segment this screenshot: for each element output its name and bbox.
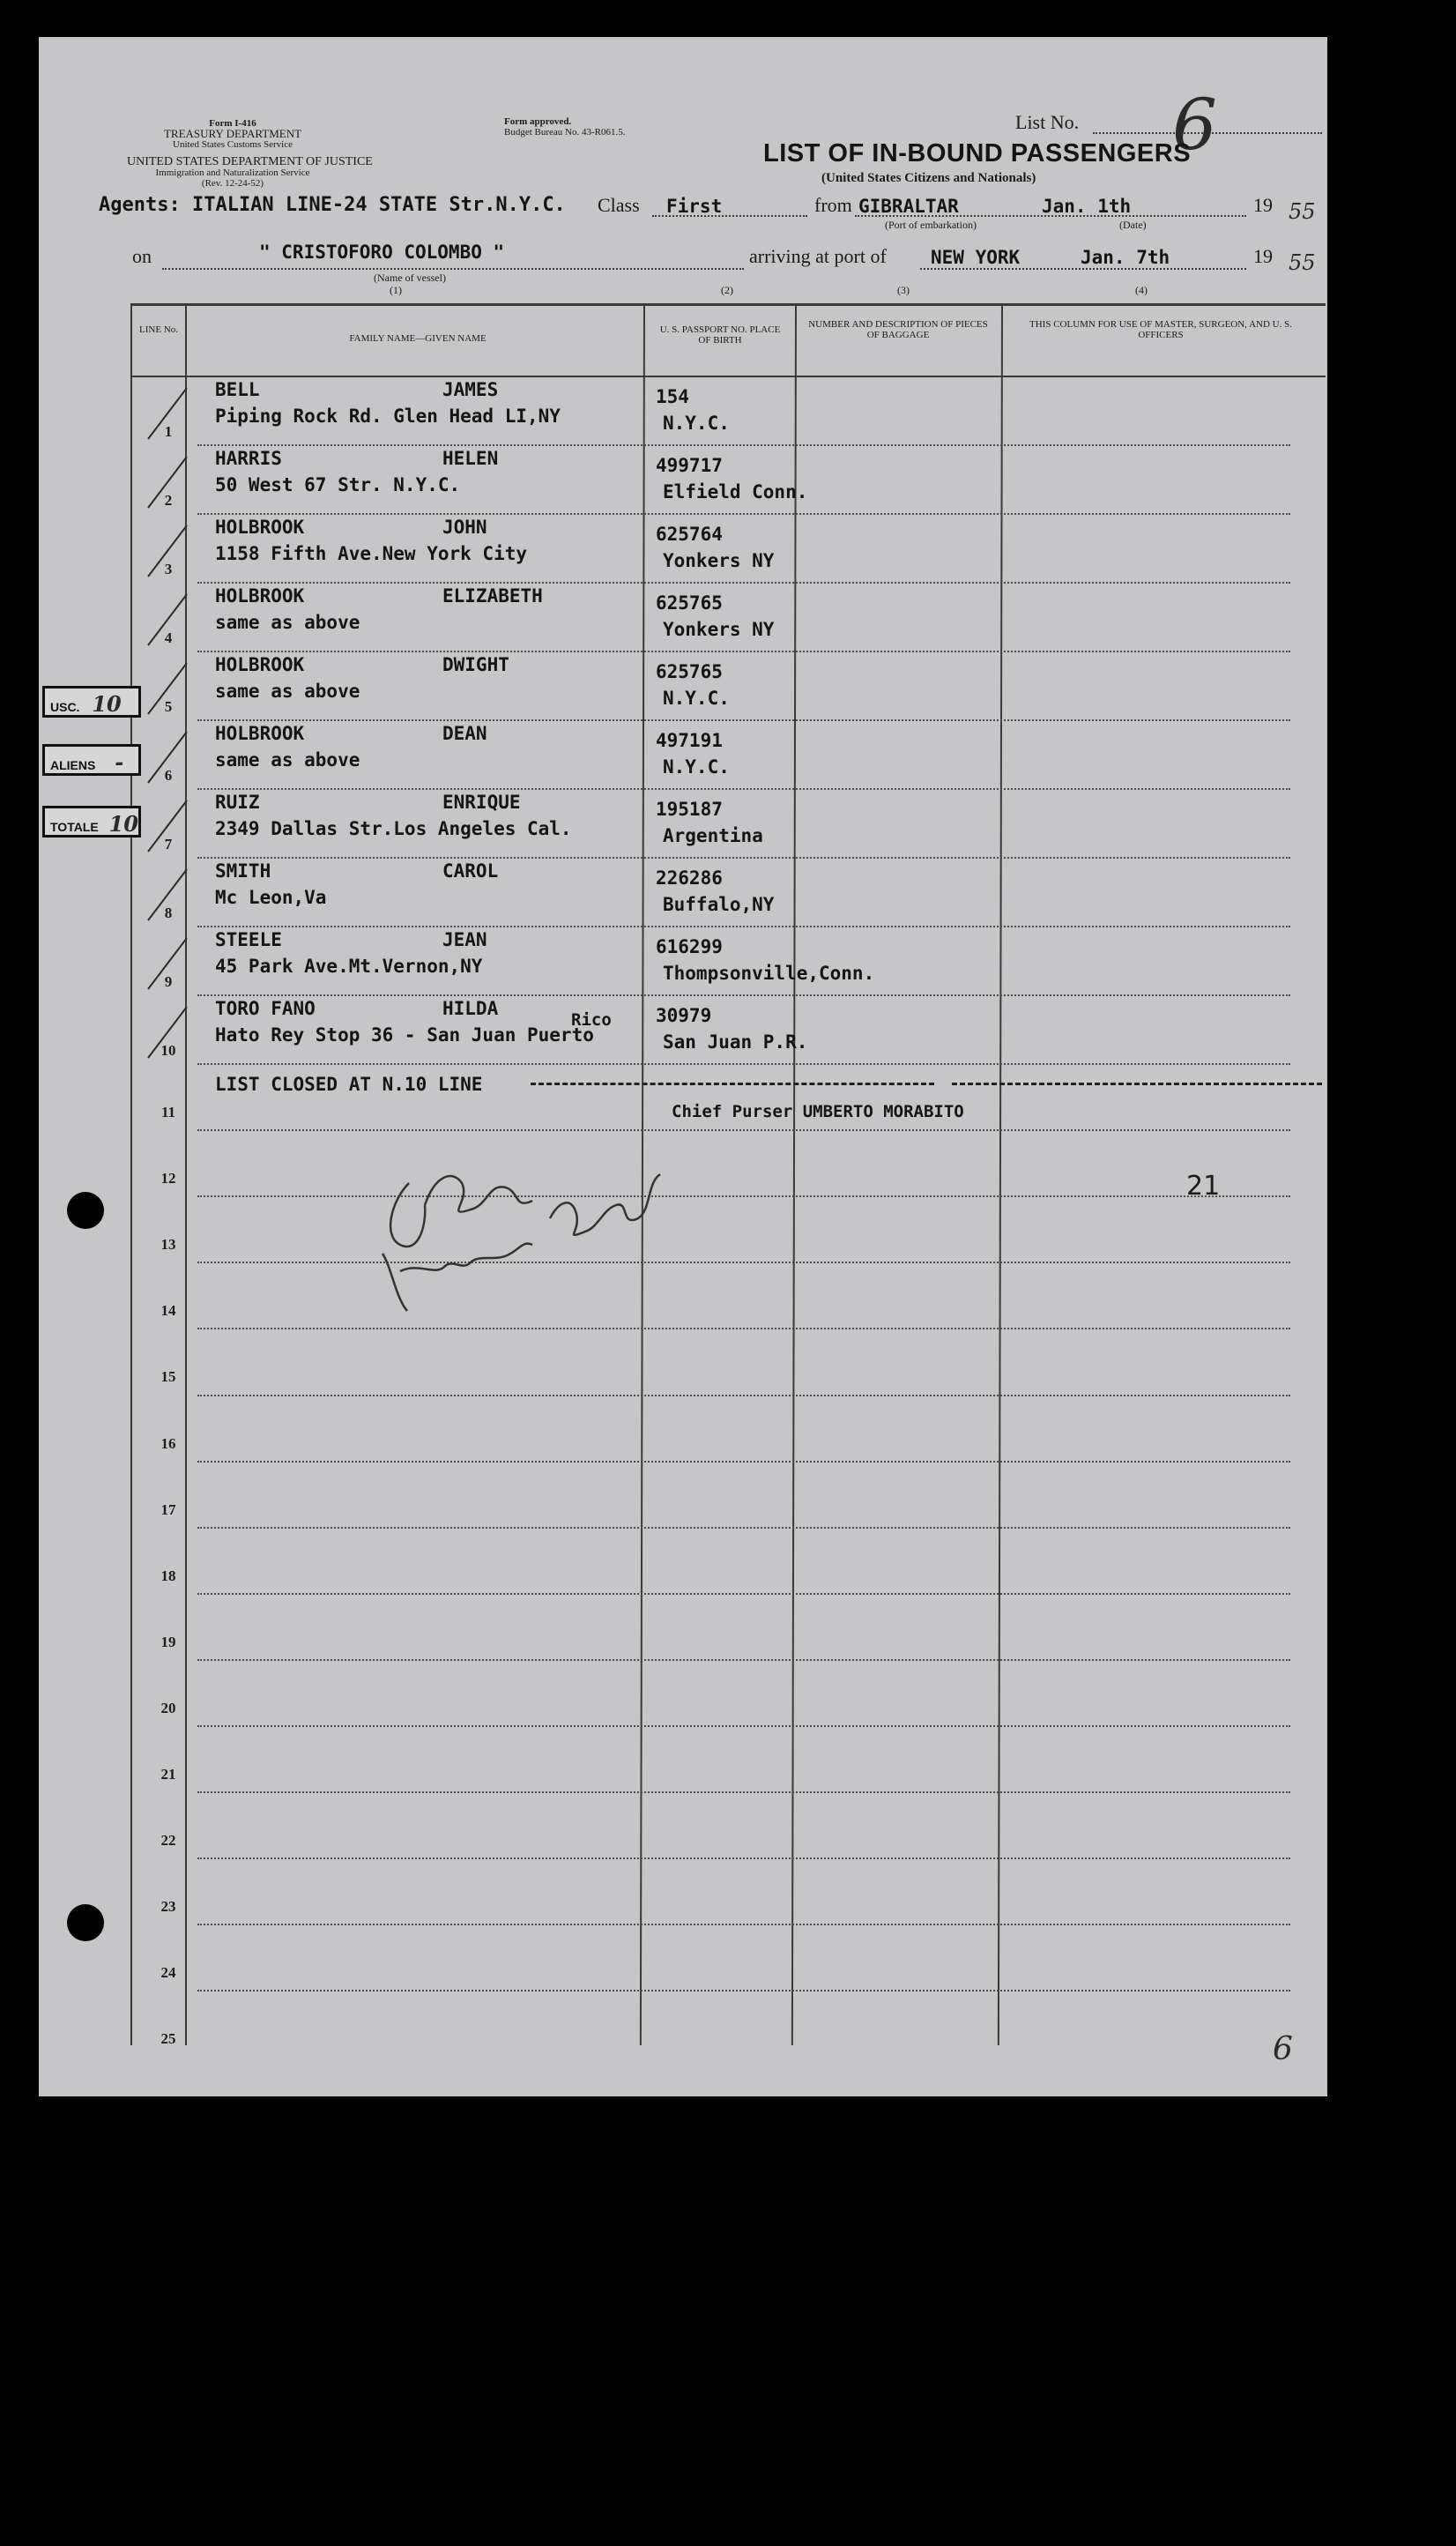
passenger-given: HELEN — [442, 448, 499, 469]
passenger-family: SMITH — [215, 860, 271, 882]
checkmark-icon — [143, 451, 196, 513]
col-passport-rule — [791, 303, 797, 2045]
arrival-date: Jan. 7th — [1081, 247, 1170, 268]
row-separator — [197, 513, 1290, 515]
customs-service: United States Customs Service — [173, 139, 293, 150]
row-separator — [197, 1990, 1290, 1991]
passenger-family: HOLBROOK — [215, 585, 305, 607]
passenger-birth: N.Y.C. — [663, 413, 730, 434]
vessel-caption: (Name of vessel) — [374, 272, 446, 284]
line-number: 9 — [164, 973, 173, 990]
side-number: 21 — [1186, 1171, 1221, 1202]
arrival-port: NEW YORK — [931, 247, 1021, 268]
passenger-birth: Yonkers NY — [663, 550, 775, 571]
passenger-passport: 625765 — [656, 661, 723, 682]
row-separator — [197, 926, 1290, 927]
checkmark-icon — [143, 383, 196, 444]
on-label: on — [132, 245, 152, 267]
row-separator — [197, 1461, 1290, 1463]
line-number: 25 — [160, 2030, 176, 2048]
line-number: 1 — [164, 423, 173, 440]
document-sheet — [39, 37, 1327, 2096]
passenger-given: ENRIQUE — [442, 792, 521, 813]
passenger-address: 50 West 67 Str. N.Y.C. — [215, 474, 461, 495]
line-number: 13 — [160, 1236, 176, 1254]
col-line-heading: LINE No. — [139, 324, 178, 335]
passenger-family: STEELE — [215, 929, 282, 950]
passenger-passport: 497191 — [656, 730, 723, 751]
punch-hole-bottom — [67, 1904, 104, 1941]
treasury-dept: TREASURY DEPARTMENT — [163, 127, 302, 140]
list-title: LIST OF IN-BOUND PASSENGERS — [763, 139, 1192, 168]
passenger-birth: San Juan P.R. — [663, 1031, 808, 1053]
passenger-passport: 616299 — [656, 936, 723, 957]
line-number: 5 — [164, 698, 173, 715]
list-subtitle: (United States Citizens and Nationals) — [821, 171, 1036, 185]
budget-bureau: Budget Bureau No. 43-R061.5. — [504, 127, 626, 138]
row-separator — [197, 1791, 1290, 1793]
row-separator — [197, 651, 1290, 652]
line-number: 3 — [164, 561, 173, 577]
line-number: 8 — [164, 904, 173, 921]
row-separator — [197, 857, 1290, 859]
year-1-suffix: 55 — [1289, 199, 1316, 224]
class-value: First — [666, 196, 723, 217]
caption-3: (3) — [897, 284, 910, 296]
vessel-name: " CRISTOFORO COLOMBO " — [259, 242, 505, 263]
row-separator — [197, 1593, 1290, 1595]
passenger-family: BELL — [215, 379, 260, 400]
officer-signature — [356, 1121, 691, 1324]
passenger-address: same as above — [215, 612, 360, 633]
tally-totale-value: 10 — [108, 811, 138, 837]
from-caption: (Port of embarkation) — [885, 219, 977, 231]
row-separator — [197, 1924, 1290, 1925]
line-number: 14 — [160, 1302, 176, 1320]
passenger-birth: Buffalo,NY — [663, 894, 775, 915]
line-number: 15 — [160, 1368, 176, 1386]
passenger-passport: 30979 — [656, 1005, 712, 1026]
immigration-service: Immigration and Naturalization Service — [155, 168, 310, 178]
passenger-family: HOLBROOK — [215, 654, 305, 675]
checkmark-icon — [143, 864, 196, 926]
caption-1: (1) — [390, 284, 402, 296]
row-separator — [197, 1063, 1290, 1065]
passenger-given: JOHN — [442, 517, 487, 538]
line-number: 12 — [160, 1170, 176, 1187]
passenger-passport: 625765 — [656, 592, 723, 614]
tally-totale — [42, 806, 141, 838]
col-baggage-heading: NUMBER AND DESCRIPTION OF PIECES OF BAGGAGE — [808, 319, 988, 340]
passenger-birth: N.Y.C. — [663, 688, 730, 709]
row-separator — [197, 444, 1290, 446]
passenger-family: HOLBROOK — [215, 517, 305, 538]
line-number: 16 — [160, 1434, 176, 1452]
from-value: GIBRALTAR — [858, 196, 959, 217]
passenger-passport: 154 — [656, 386, 689, 407]
arriving-label: arriving at port of — [749, 245, 887, 267]
passenger-address: same as above — [215, 681, 360, 702]
passenger-address: 45 Park Ave.Mt.Vernon,NY — [215, 956, 483, 977]
tally-aliens — [42, 744, 141, 776]
passenger-given: DWIGHT — [442, 654, 509, 675]
tally-usc-value: 10 — [92, 691, 122, 717]
line-number: 11 — [160, 1104, 176, 1120]
checkmark-icon — [143, 933, 196, 994]
line-number: 18 — [160, 1567, 176, 1584]
list-no-label: List No. — [1015, 111, 1080, 133]
checkmark-icon — [143, 520, 196, 582]
tally-usc — [42, 686, 141, 718]
form-approved: Form approved. — [504, 116, 572, 127]
line-number: 22 — [160, 1832, 176, 1850]
passenger-family: HARRIS — [215, 448, 282, 469]
closing-dash-line — [531, 1083, 934, 1085]
checkmark-icon — [143, 658, 196, 719]
passenger-given: JAMES — [442, 379, 499, 400]
line-number: 20 — [160, 1699, 176, 1716]
vessel-line — [162, 268, 744, 270]
checkmark-icon — [143, 795, 196, 857]
table-left-rule — [130, 303, 132, 2045]
page-number: 6 — [1273, 2031, 1293, 2067]
passenger-given: JEAN — [442, 929, 487, 950]
line-number: 7 — [164, 836, 173, 852]
passenger-family: TORO FANO — [215, 998, 316, 1019]
year-2: 19 — [1253, 245, 1273, 267]
closing-dash-line-2 — [952, 1083, 1322, 1085]
line-number: 24 — [160, 1964, 176, 1982]
tally-aliens-value: - — [115, 749, 124, 775]
line-number: 19 — [160, 1633, 176, 1650]
passenger-birth: Thompsonville,Conn. — [663, 963, 875, 984]
table-top-rule — [130, 303, 1326, 306]
header-bottom-rule — [130, 376, 1326, 377]
passenger-passport: 195187 — [656, 799, 723, 820]
passenger-passport: 226286 — [656, 867, 723, 889]
class-label: Class — [598, 194, 640, 216]
col-passport-heading: U. S. PASSPORT NO. PLACE OF BIRTH — [659, 324, 781, 346]
row-separator — [197, 1395, 1290, 1396]
passenger-address: same as above — [215, 749, 360, 770]
passenger-address: Hato Rey Stop 36 - San Juan Puerto — [215, 1024, 594, 1046]
row-separator — [197, 1328, 1290, 1329]
checkmark-icon — [143, 1001, 196, 1063]
passenger-given: CAROL — [442, 860, 499, 882]
passenger-family: HOLBROOK — [215, 723, 305, 744]
passenger-passport: 499717 — [656, 455, 723, 476]
line-number: 4 — [164, 629, 173, 646]
depart-date: Jan. 1th — [1042, 196, 1132, 217]
arrival-line — [920, 268, 1246, 270]
row-separator — [197, 719, 1290, 721]
col-baggage-rule — [998, 303, 1003, 2045]
year-1: 19 — [1253, 194, 1273, 216]
passenger-address_extra: Rico — [571, 1010, 612, 1030]
form-header-left — [127, 118, 338, 150]
checkmark-icon — [143, 726, 196, 788]
line-number: 2 — [164, 492, 173, 509]
col-name-heading: FAMILY NAME—GIVEN NAME — [349, 333, 487, 344]
caption-2: (2) — [721, 284, 733, 296]
row-separator — [197, 582, 1290, 584]
passenger-birth: N.Y.C. — [663, 756, 730, 778]
list-no-value: 6 — [1172, 84, 1217, 166]
approval-block — [504, 116, 680, 138]
passenger-given: ELIZABETH — [442, 585, 543, 607]
row-separator — [197, 1659, 1290, 1661]
revision: (Rev. 12-24-52) — [201, 178, 264, 189]
passenger-birth: Yonkers NY — [663, 619, 775, 640]
tally-aliens-label: ALIENS — [50, 758, 96, 772]
col-officers-heading: THIS COLUMN FOR USE OF MASTER, SURGEON, AND U. S. OFFICERS — [1029, 319, 1292, 340]
passenger-birth: Elfield Conn. — [663, 481, 808, 502]
from-label: from — [814, 194, 852, 216]
justice-dept: UNITED STATES DEPARTMENT OF JUSTICE — [127, 155, 373, 168]
agents-line: Agents: ITALIAN LINE-24 STATE Str.N.Y.C. — [99, 194, 566, 216]
tally-totale-label: TOTALE — [50, 820, 99, 834]
row-separator — [197, 788, 1290, 790]
passenger-passport: 625764 — [656, 524, 723, 545]
passenger-family: RUIZ — [215, 792, 260, 813]
tally-usc-label: USC. — [50, 700, 80, 714]
passenger-given: DEAN — [442, 723, 487, 744]
line-number: 21 — [160, 1766, 176, 1783]
checkmark-icon — [143, 589, 196, 651]
line-number: 23 — [160, 1898, 176, 1916]
row-separator — [197, 994, 1290, 996]
passenger-address: 2349 Dallas Str.Los Angeles Cal. — [215, 818, 572, 839]
date-caption: (Date) — [1119, 219, 1147, 231]
year-2-suffix: 55 — [1289, 250, 1316, 275]
list-closed-text: LIST CLOSED AT N.10 LINE — [215, 1074, 483, 1095]
passenger-birth: Argentina — [663, 825, 763, 846]
punch-hole-top — [67, 1192, 104, 1229]
row-separator — [197, 1725, 1290, 1727]
chief-purser: Chief Purser UMBERTO MORABITO — [672, 1102, 964, 1121]
passenger-address: Piping Rock Rd. Glen Head LI,NY — [215, 406, 561, 427]
row-separator — [197, 1527, 1290, 1529]
line-number: 6 — [164, 767, 173, 784]
line-number: 17 — [160, 1500, 176, 1518]
form-number: Form I-416 — [209, 118, 256, 129]
line-number: 10 — [160, 1042, 176, 1059]
passenger-given: HILDA — [442, 998, 499, 1019]
passenger-address: 1158 Fifth Ave.New York City — [215, 543, 528, 564]
passenger-address: Mc Leon,Va — [215, 887, 327, 908]
caption-4: (4) — [1135, 284, 1148, 296]
row-separator — [197, 1857, 1290, 1859]
justice-header — [127, 155, 373, 189]
